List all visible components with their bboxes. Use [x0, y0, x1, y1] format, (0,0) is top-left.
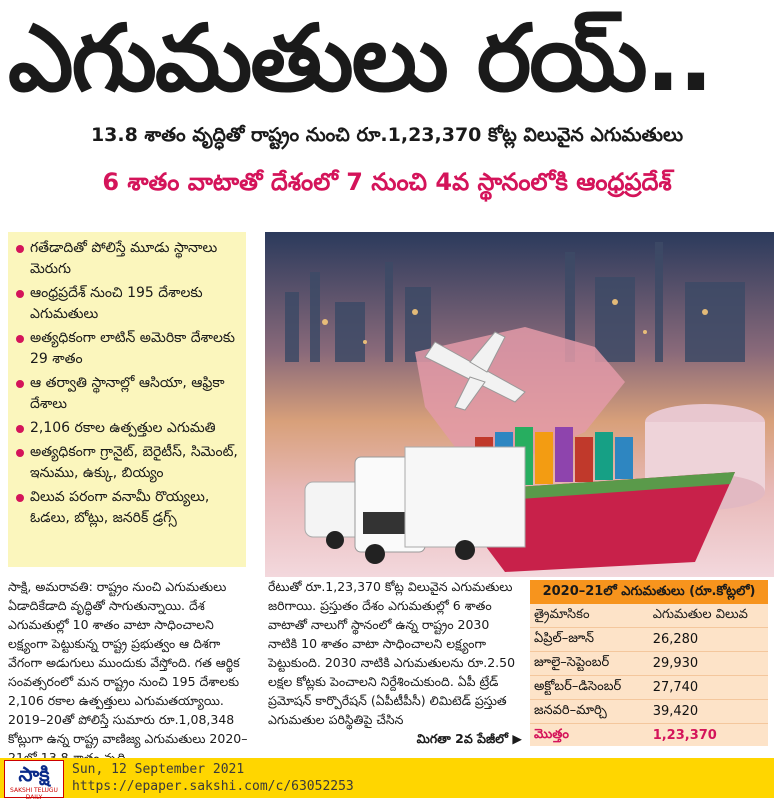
highlight-item: అత్యధికంగా లాటిన్ అమెరికా దేశాలకు 29 శాతం — [14, 328, 246, 370]
sakshi-logo[interactable] — [4, 760, 64, 801]
table-row: జూలై–సెప్టెంబర్ 29,930 — [530, 652, 768, 676]
table-row: ఏప్రిల్–జూన్ 26,280 — [530, 628, 768, 652]
table-row: జనవరి–మార్చి 39,420 — [530, 700, 768, 724]
publish-date: Sun, 12 September 2021 — [72, 762, 245, 777]
export-illustration — [265, 232, 774, 577]
logo-subtext: SAKSHI TELUGU DAILY — [10, 787, 58, 801]
bullet-icon — [16, 494, 24, 502]
column-header: త్రైమాసికం — [530, 604, 639, 628]
highlight-item: ఆంధ్రప్రదేశ్ నుంచి 195 దేశాలకు ఎగుమతులు — [14, 283, 246, 325]
bullet-icon — [16, 380, 24, 388]
highlight-item: అత్యధికంగా గ్రానైట్, బెరైటీస్, సిమెంట్, ఇనుము, ఉక్కు, బియ్యం — [14, 442, 246, 484]
highlights-box — [8, 232, 246, 567]
exports-data-table — [530, 604, 768, 747]
exports-table — [530, 580, 768, 746]
illustration-svg — [265, 232, 774, 577]
footer-bar — [0, 758, 774, 801]
highlight-item: విలువ పరంగా వనామీ రొయ్యలు, ఓడలు, బోట్లు, జనరిక్ డ్రగ్స్ — [14, 487, 246, 529]
table-total-row: మొత్తం 1,23,370 — [534, 726, 717, 743]
footer-meta — [72, 761, 354, 795]
bullet-icon — [16, 449, 24, 457]
table-header-row — [530, 604, 768, 628]
main-headline — [8, 0, 768, 124]
bullet-icon — [16, 425, 24, 433]
article-column-2 — [268, 577, 522, 748]
column-header: ఎగుమతుల విలువ — [639, 604, 768, 628]
highlight-item: 2,106 రకాల ఉత్పత్తుల ఎగుమతి — [14, 418, 246, 439]
article-column-2-text: రేటుతో రూ.1,23,370 కోట్ల విలువైన ఎగుమతులు జరిగాయి. ప్రస్తుతం దేశం ఎగుమతుల్లో 6 శాతం వాటాతో నాలుగో స్థానంలో ఉన్న రాష్ట్రం 2030 నాటికి 10 శాతం వాటా సాధించాలని లక్ష్యంగా పెట్టుకుంది. 2030 నాటికి ఎగుమతులను రూ.2.50 లక్షల కోట్లకు పెంచాలని నిర్దేశించుకుంది. ఏపీ ట్రేడ్ ప్రమోషన్ కార్పొరేషన్ (ఏపీటీపీసీ) లిమిటెడ్ ప్రస్తుత ఎగుమతుల పరిస్థితిపై చేసిన — [268, 579, 516, 727]
main-headline-text: ఎగుమతులు రయ్ — [8, 5, 646, 112]
masthead — [0, 0, 774, 122]
subheadline: 13.8 శాతం వృద్ధితో రాష్ట్రం నుంచి రూ.1,23,370 కోట్ల విలువైన ఎగుమతులు — [90, 124, 684, 146]
highlight-headline: 6 శాతం వాటాతో దేశంలో 7 నుంచి 4వ స్థానంలోకి ఆంధ్రప్రదేశ్ — [102, 168, 672, 196]
headline-dots: .. — [645, 5, 712, 112]
play-arrow-icon: ▶ — [512, 731, 522, 746]
bullet-icon — [16, 290, 24, 298]
highlight-item: ఆ తర్వాతి స్థానాల్లో ఆసియా, ఆఫ్రికా దేశాలు — [14, 373, 246, 415]
continued-link[interactable]: మిగతా 2వ పేజీలో ▶ — [416, 731, 522, 746]
logo-text: సాక్షి — [18, 762, 50, 786]
table-title: 2020–21లో ఎగుమతులు (రూ.కోట్లలో) — [530, 580, 768, 604]
bullet-icon — [16, 245, 24, 253]
epaper-url[interactable]: https://epaper.sakshi.com/c/63052253 — [72, 779, 354, 794]
table-row: అక్టోబర్–డిసెంబర్ 27,740 — [530, 676, 768, 700]
highlight-item: గతేడాదితో పోలిస్తే మూడు స్థానాలు మెరుగు — [14, 238, 246, 280]
article-column-1: సాక్షి, అమరావతి: రాష్ట్రం నుంచి ఎగుమతులు ఏడాదికేడాది వృద్ధితో సాగుతున్నాయి. దేశ ఎగుమతుల్లో 10 శాతం వాటా సాధించాలని లక్ష్యంగా పెట్టుకున్న రాష్ట్ర ప్రభుత్వం ఆ దిశగా వేగంగా అడుగులు ముందుకు వేస్తోంది. గత ఆర్థిక సంవత్సరంలో మన రాష్ట్రం నుంచి 195 దేశాలకు 2,106 రకాల ఉత్పత్తులు ఎగుమతయ్యాయి. 2019–20తో పోలిస్తే సుమారు రూ.1,08,348 కోట్లుగా ఉన్న రాష్ట్ర వాణిజ్య ఎగుమతులు 2020– — [8, 579, 248, 746]
bullet-icon — [16, 335, 24, 343]
